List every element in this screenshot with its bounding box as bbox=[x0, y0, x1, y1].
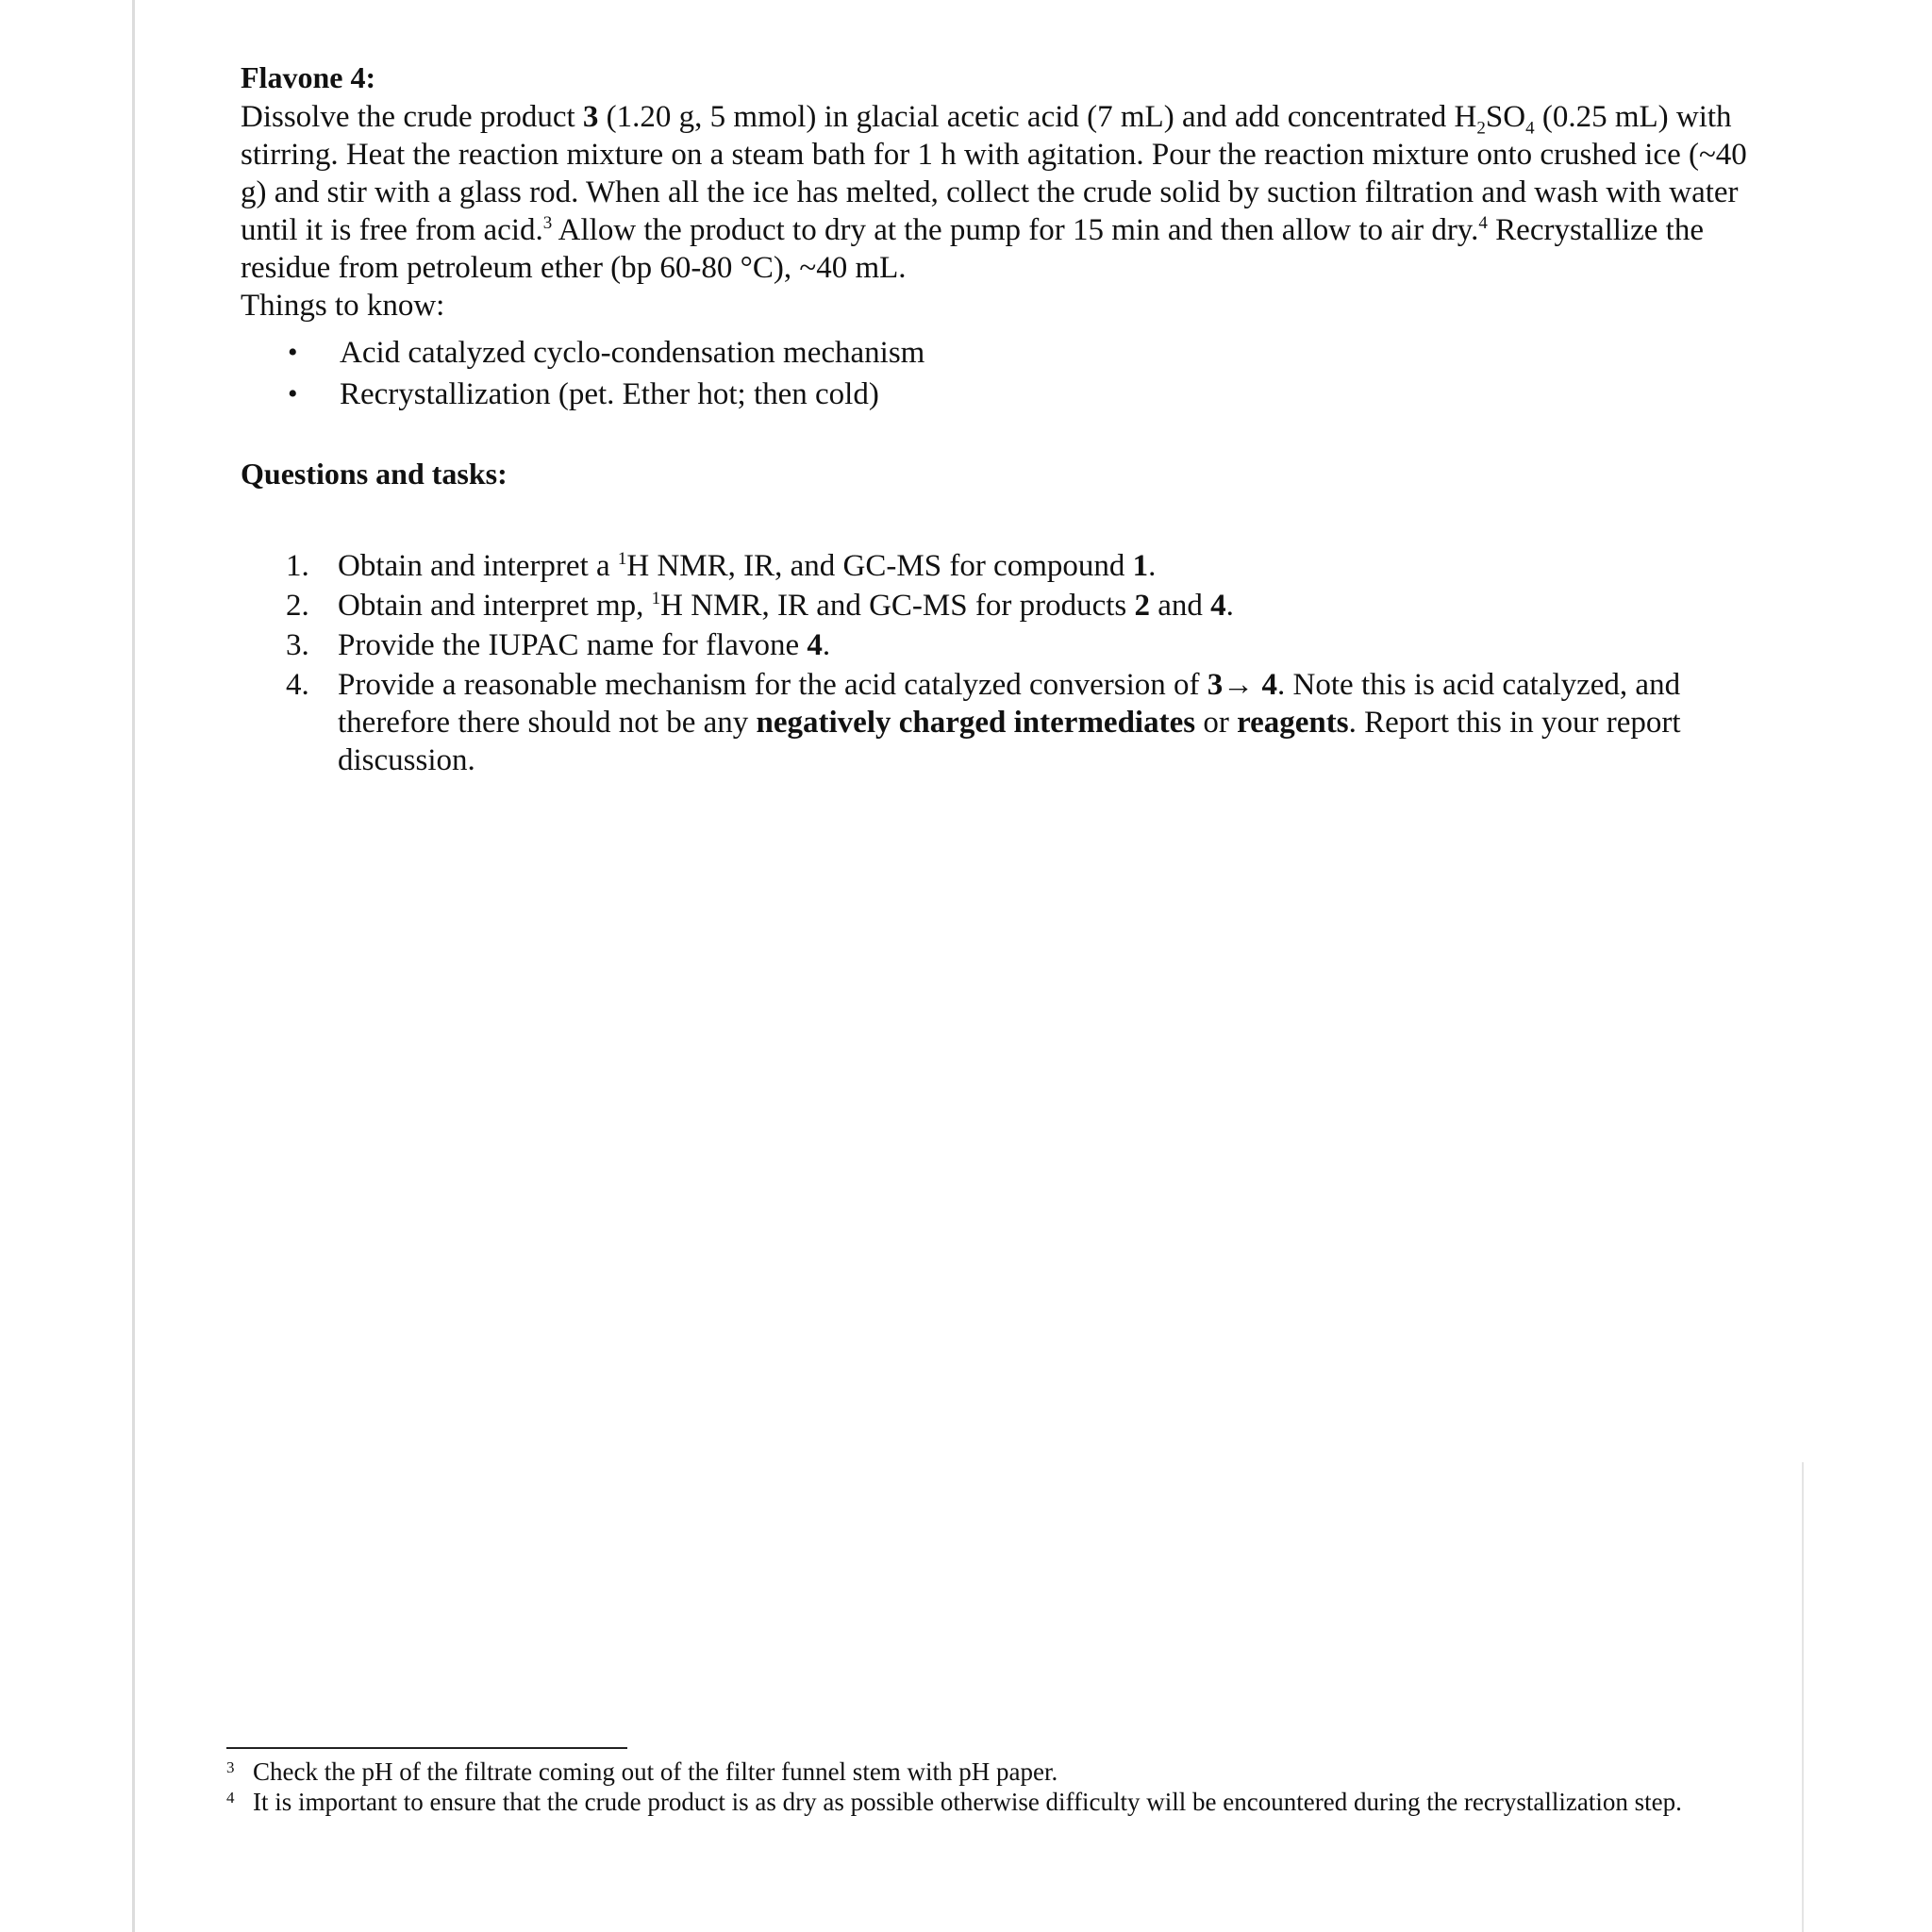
task-text: Provide a reasonable mechanism for the acid catalyzed conversion of bbox=[338, 668, 1208, 702]
task-text: and bbox=[1150, 589, 1211, 623]
emphasis-text: negatively charged intermediates bbox=[756, 706, 1196, 740]
task-number: 3. bbox=[286, 628, 309, 662]
questions-heading: Questions and tasks: bbox=[241, 457, 508, 491]
bullet-icon: • bbox=[288, 378, 298, 409]
subscript-2: 2 bbox=[1476, 118, 1486, 139]
compound-ref: 4 bbox=[807, 628, 823, 662]
page-edge-left bbox=[132, 0, 135, 1932]
task-text: . bbox=[1225, 589, 1234, 623]
bullet-text: Acid catalyzed cyclo-condensation mechanism bbox=[340, 336, 925, 370]
task-number: 4. bbox=[286, 668, 309, 702]
page-edge-right bbox=[1802, 1462, 1804, 1932]
superscript: 1 bbox=[617, 549, 627, 569]
bullet-text: Recrystallization (pet. Ether hot; then cold) bbox=[340, 377, 879, 411]
list-item bbox=[288, 332, 1759, 374]
compound-ref: 4 bbox=[1210, 589, 1226, 623]
task-number: 1. bbox=[286, 549, 309, 583]
task-item bbox=[286, 626, 1759, 664]
compound-ref: 1 bbox=[1132, 549, 1149, 583]
bullet-icon: • bbox=[288, 337, 298, 368]
emphasis-text: reagents bbox=[1237, 706, 1349, 740]
task-text: H NMR, IR, and GC-MS for compound bbox=[626, 549, 1133, 583]
subscript-4: 4 bbox=[1525, 118, 1535, 139]
procedure-text-5: Allow the product to dry at the pump for 15 min and then allow to air dry. bbox=[552, 213, 1479, 247]
list-item bbox=[288, 374, 1759, 415]
task-text: or bbox=[1195, 706, 1238, 740]
task-number: 2. bbox=[286, 589, 309, 623]
compound-ref-3: 3 bbox=[582, 100, 599, 134]
procedure-text-2: (1.20 g, 5 mmol) in glacial acetic acid (7 mL) and add concentrated H bbox=[598, 100, 1477, 134]
footnote-text: Check the pH of the filtrate coming out of the filter funnel stem with pH paper. bbox=[253, 1757, 1058, 1786]
task-text: . Report this in your report discussion. bbox=[338, 706, 1681, 777]
footnote-ref-4[interactable]: 4 bbox=[1478, 213, 1488, 233]
procedure-text-6: Recrystallize the residue from petroleum ether (bp 60-80 °C), ~40 mL. bbox=[241, 213, 1704, 285]
procedure-text-1: Dissolve the crude product bbox=[241, 100, 583, 134]
procedure-text-3: SO bbox=[1485, 100, 1526, 134]
document-body bbox=[241, 58, 1759, 781]
tasks-list bbox=[241, 547, 1759, 779]
superscript: 1 bbox=[651, 589, 661, 608]
section-heading: Flavone 4: bbox=[241, 60, 376, 94]
task-item bbox=[286, 666, 1759, 779]
footnote-mark: 4 bbox=[226, 1789, 235, 1807]
footnote-3 bbox=[226, 1757, 1774, 1787]
task-text: Obtain and interpret mp, bbox=[338, 589, 652, 623]
footnote-ref-3[interactable]: 3 bbox=[542, 213, 553, 233]
task-text: Obtain and interpret a bbox=[338, 549, 618, 583]
task-text: . bbox=[822, 628, 831, 662]
task-text: . Note this is acid catalyzed, and therefore there should not be any bbox=[338, 668, 1681, 740]
things-to-know-list bbox=[241, 332, 1759, 415]
footnote-divider bbox=[226, 1747, 627, 1749]
footnotes bbox=[226, 1747, 1774, 1817]
task-text: . bbox=[1148, 549, 1157, 583]
footnote-mark: 3 bbox=[226, 1758, 235, 1776]
footnote-text: It is important to ensure that the crude product is as dry as possible otherwise difficulty will be encountered during the recrystallization step. bbox=[253, 1788, 1682, 1816]
procedure-paragraph bbox=[241, 98, 1759, 325]
task-text: Provide the IUPAC name for flavone bbox=[338, 628, 808, 662]
procedure-text-4: (0.25 mL) with stirring. Heat the reaction mixture on a steam bath for 1 h with agitation. Pour the reaction mixture onto crushed ice (~40 g) and stir with a glass rod. When all the ice has melted, collect the crude solid by suction filtration and wash with water until it is free from acid. bbox=[241, 100, 1747, 247]
task-item bbox=[286, 547, 1759, 585]
footnote-4 bbox=[226, 1787, 1774, 1817]
compound-ref: 3→ 4 bbox=[1207, 668, 1278, 702]
task-text: H NMR, IR and GC-MS for products bbox=[660, 589, 1135, 623]
compound-ref: 2 bbox=[1134, 589, 1150, 623]
things-to-know-label: Things to know: bbox=[241, 289, 445, 323]
task-item bbox=[286, 587, 1759, 625]
